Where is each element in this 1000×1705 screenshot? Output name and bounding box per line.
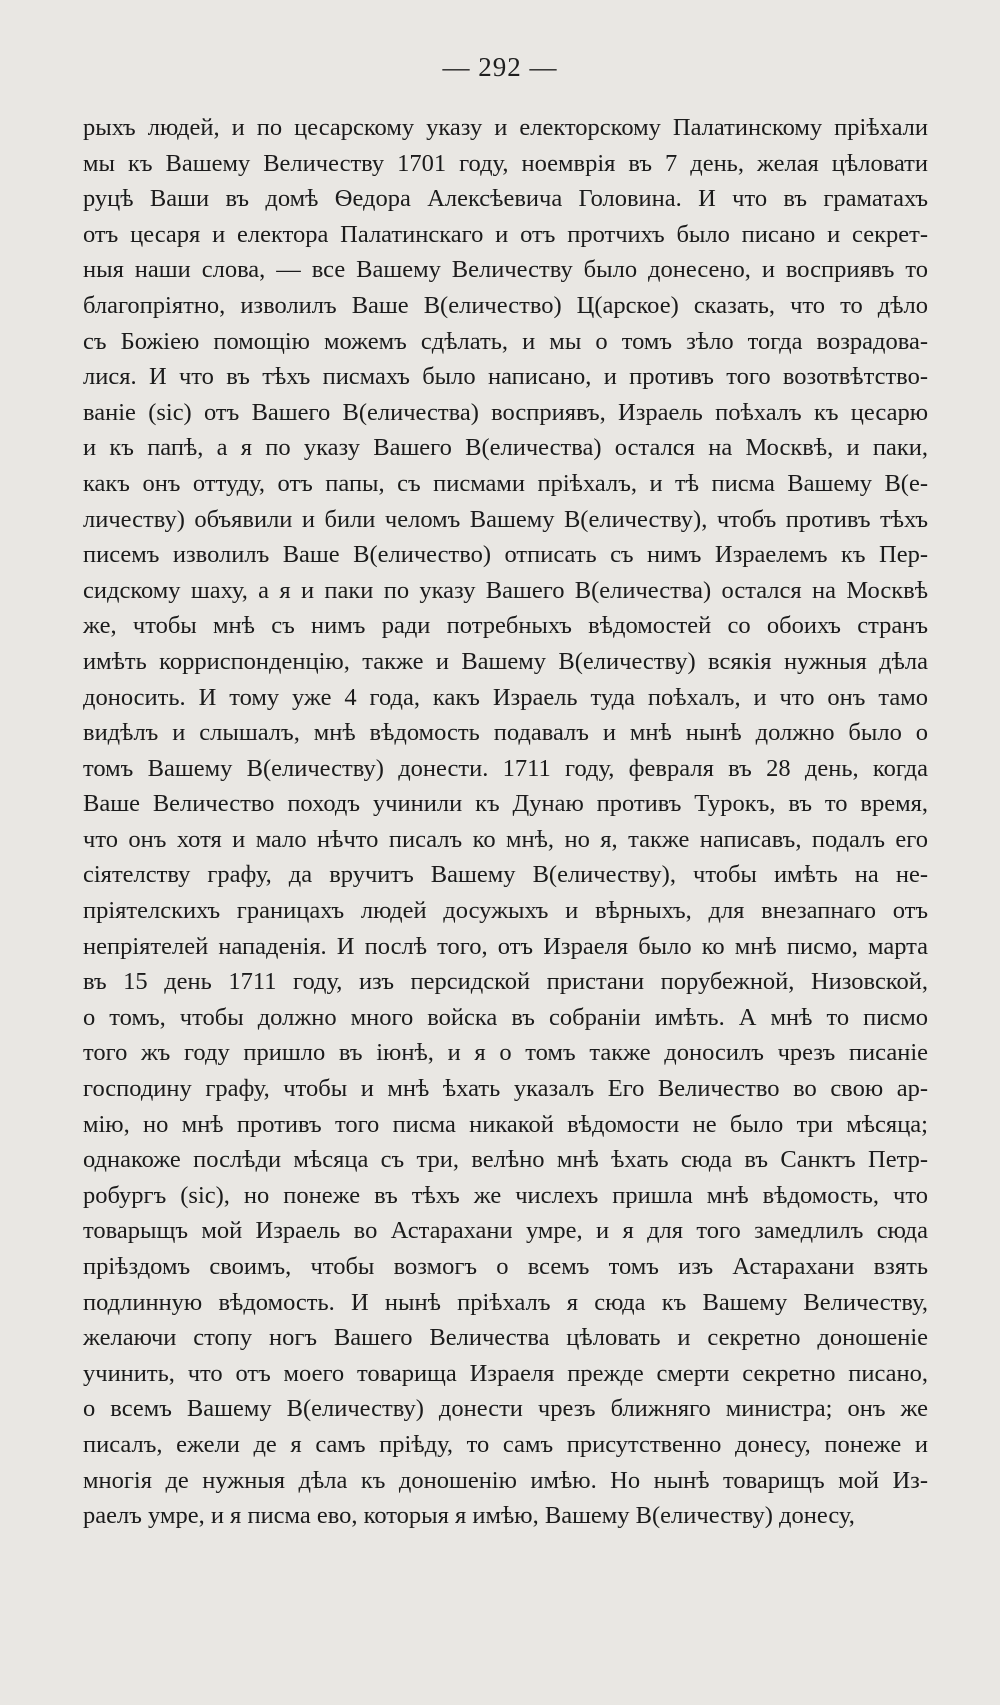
text-line: доносить. И тому уже 4 года, какъ Израель туда поѣхалъ, и что онъ тамо bbox=[83, 683, 928, 711]
text-line: учинить, что отъ моего товарища Израеля прежде смерти секретно писано, bbox=[83, 1359, 928, 1387]
text-line: писалъ, ежели де я самъ пріѣду, то самъ присутственно донесу, понеже и bbox=[83, 1430, 928, 1458]
text-line: ваніе (sic) отъ Вашего В(еличества) восприявъ, Израель поѣхалъ къ цесарю bbox=[83, 398, 928, 426]
text-line: томъ Вашему В(еличеству) донести. 1711 году, февраля въ 28 день, когда bbox=[83, 754, 928, 782]
text-line: руцѣ Ваши въ домѣ Ѳедора Алексѣевича Головина. И что въ граматахъ bbox=[83, 185, 928, 213]
text-line: мію, но мнѣ противъ того писма никакой вѣдомости не было три мѣсяца; bbox=[83, 1110, 928, 1138]
text-line: лися. И что въ тѣхъ писмахъ было написано, и противъ того возотвѣтство- bbox=[83, 363, 928, 391]
text-line: благопріятно, изволилъ Ваше В(еличество) Ц(арское) сказать, что то дѣло bbox=[83, 291, 928, 319]
page-number: — 292 — bbox=[442, 52, 558, 82]
text-body bbox=[83, 110, 928, 1534]
text-line: пріятелскихъ границахъ людей досужыхъ и вѣрныхъ, для внезапнаго отъ bbox=[83, 897, 928, 925]
text-line: того жъ году пришло въ іюнѣ, и я о томъ также доносилъ чрезъ писаніе bbox=[83, 1039, 928, 1067]
text-line: подлинную вѣдомость. И нынѣ пріѣхалъ я сюда къ Вашему Величеству, bbox=[83, 1288, 928, 1316]
text-line: личеству) объявили и били челомъ Вашему В(еличеству), чтобъ противъ тѣхъ bbox=[83, 505, 928, 533]
text-line: же, чтобы мнѣ съ нимъ ради потребныхъ вѣдомостей со обоихъ странъ bbox=[83, 612, 928, 640]
text-line: пріѣздомъ своимъ, чтобы возмогъ о всемъ томъ изъ Астарахани взять bbox=[83, 1253, 928, 1280]
text-line: что онъ хотя и мало нѣчто писалъ ко мнѣ, но я, также написавъ, подалъ его bbox=[83, 825, 928, 853]
text-line: сидскому шаху, а я и паки по указу Вашего В(еличества) остался на Москвѣ bbox=[83, 576, 928, 604]
text-line: въ 15 день 1711 году, изъ персидской пристани порубежной, Низовской, bbox=[83, 968, 928, 996]
text-line: непріятелей нападенія. И послѣ того, отъ Израеля было ко мнѣ писмо, марта bbox=[83, 932, 928, 960]
text-line: Ваше Величество походъ учинили къ Дунаю противъ Турокъ, въ то время, bbox=[83, 790, 928, 818]
text-line: многія де нужныя дѣла къ доношенію имѣю. Но нынѣ товарищъ мой Из- bbox=[83, 1466, 928, 1494]
text-line: товарыщъ мой Израель во Астарахани умре, и я для того замедлилъ сюда bbox=[83, 1217, 928, 1245]
text-line: мы къ Вашему Величеству 1701 году, ноемврія въ 7 день, желая цѣловати bbox=[83, 149, 928, 177]
text-line: какъ онъ оттуду, отъ папы, съ писмами пріѣхалъ, и тѣ писма Вашему В(е- bbox=[83, 469, 928, 497]
text-line: однакоже послѣди мѣсяца съ три, велѣно мнѣ ѣхать сюда въ Санктъ Петр- bbox=[83, 1146, 928, 1174]
text-line: и къ папѣ, а я по указу Вашего В(еличества) остался на Москвѣ, и паки, bbox=[83, 434, 928, 462]
text-line: имѣть корриспонденцію, также и Вашему В(еличеству) всякія нужныя дѣла bbox=[83, 647, 928, 675]
text-line: видѣлъ и слышалъ, мнѣ вѣдомость подавалъ и мнѣ нынѣ должно было о bbox=[83, 719, 928, 747]
text-line: съ Божіею помощію можемъ сдѣлать, и мы о томъ зѣло тогда возрадова- bbox=[83, 327, 928, 355]
text-line: писемъ изволилъ Ваше В(еличество) отписать съ нимъ Израелемъ къ Пер- bbox=[83, 541, 928, 569]
text-line: раелъ умре, и я писма ево, которыя я имѣю, Вашему В(еличеству) донесу, bbox=[83, 1502, 855, 1530]
text-line: сіятелству графу, да вручитъ Вашему В(еличеству), чтобы имѣть на не- bbox=[83, 861, 928, 889]
text-line: о томъ, чтобы должно много войска въ собраніи имѣть. А мнѣ то писмо bbox=[83, 1003, 928, 1031]
text-line: рыхъ людей, и по цесарскому указу и електорскому Палатинскому пріѣхали bbox=[83, 114, 928, 141]
text-line: о всемъ Вашему В(еличеству) донести чрезъ ближняго министра; онъ же bbox=[83, 1395, 928, 1423]
text-line: отъ цесаря и електора Палатинскаго и отъ протчихъ было писано и секрет- bbox=[83, 220, 928, 248]
text-line: робургъ (sic), но понеже въ тѣхъ же числехъ пришла мнѣ вѣдомость, что bbox=[83, 1181, 928, 1209]
text-line: ныя наши слова, — все Вашему Величеству было донесено, и восприявъ то bbox=[83, 256, 928, 284]
text-line: господину графу, чтобы и мнѣ ѣхать указалъ Его Величество во свою ар- bbox=[83, 1075, 928, 1103]
text-line: желаючи стопу ногъ Вашего Величества цѣловать и секретно доношеніе bbox=[83, 1324, 928, 1352]
